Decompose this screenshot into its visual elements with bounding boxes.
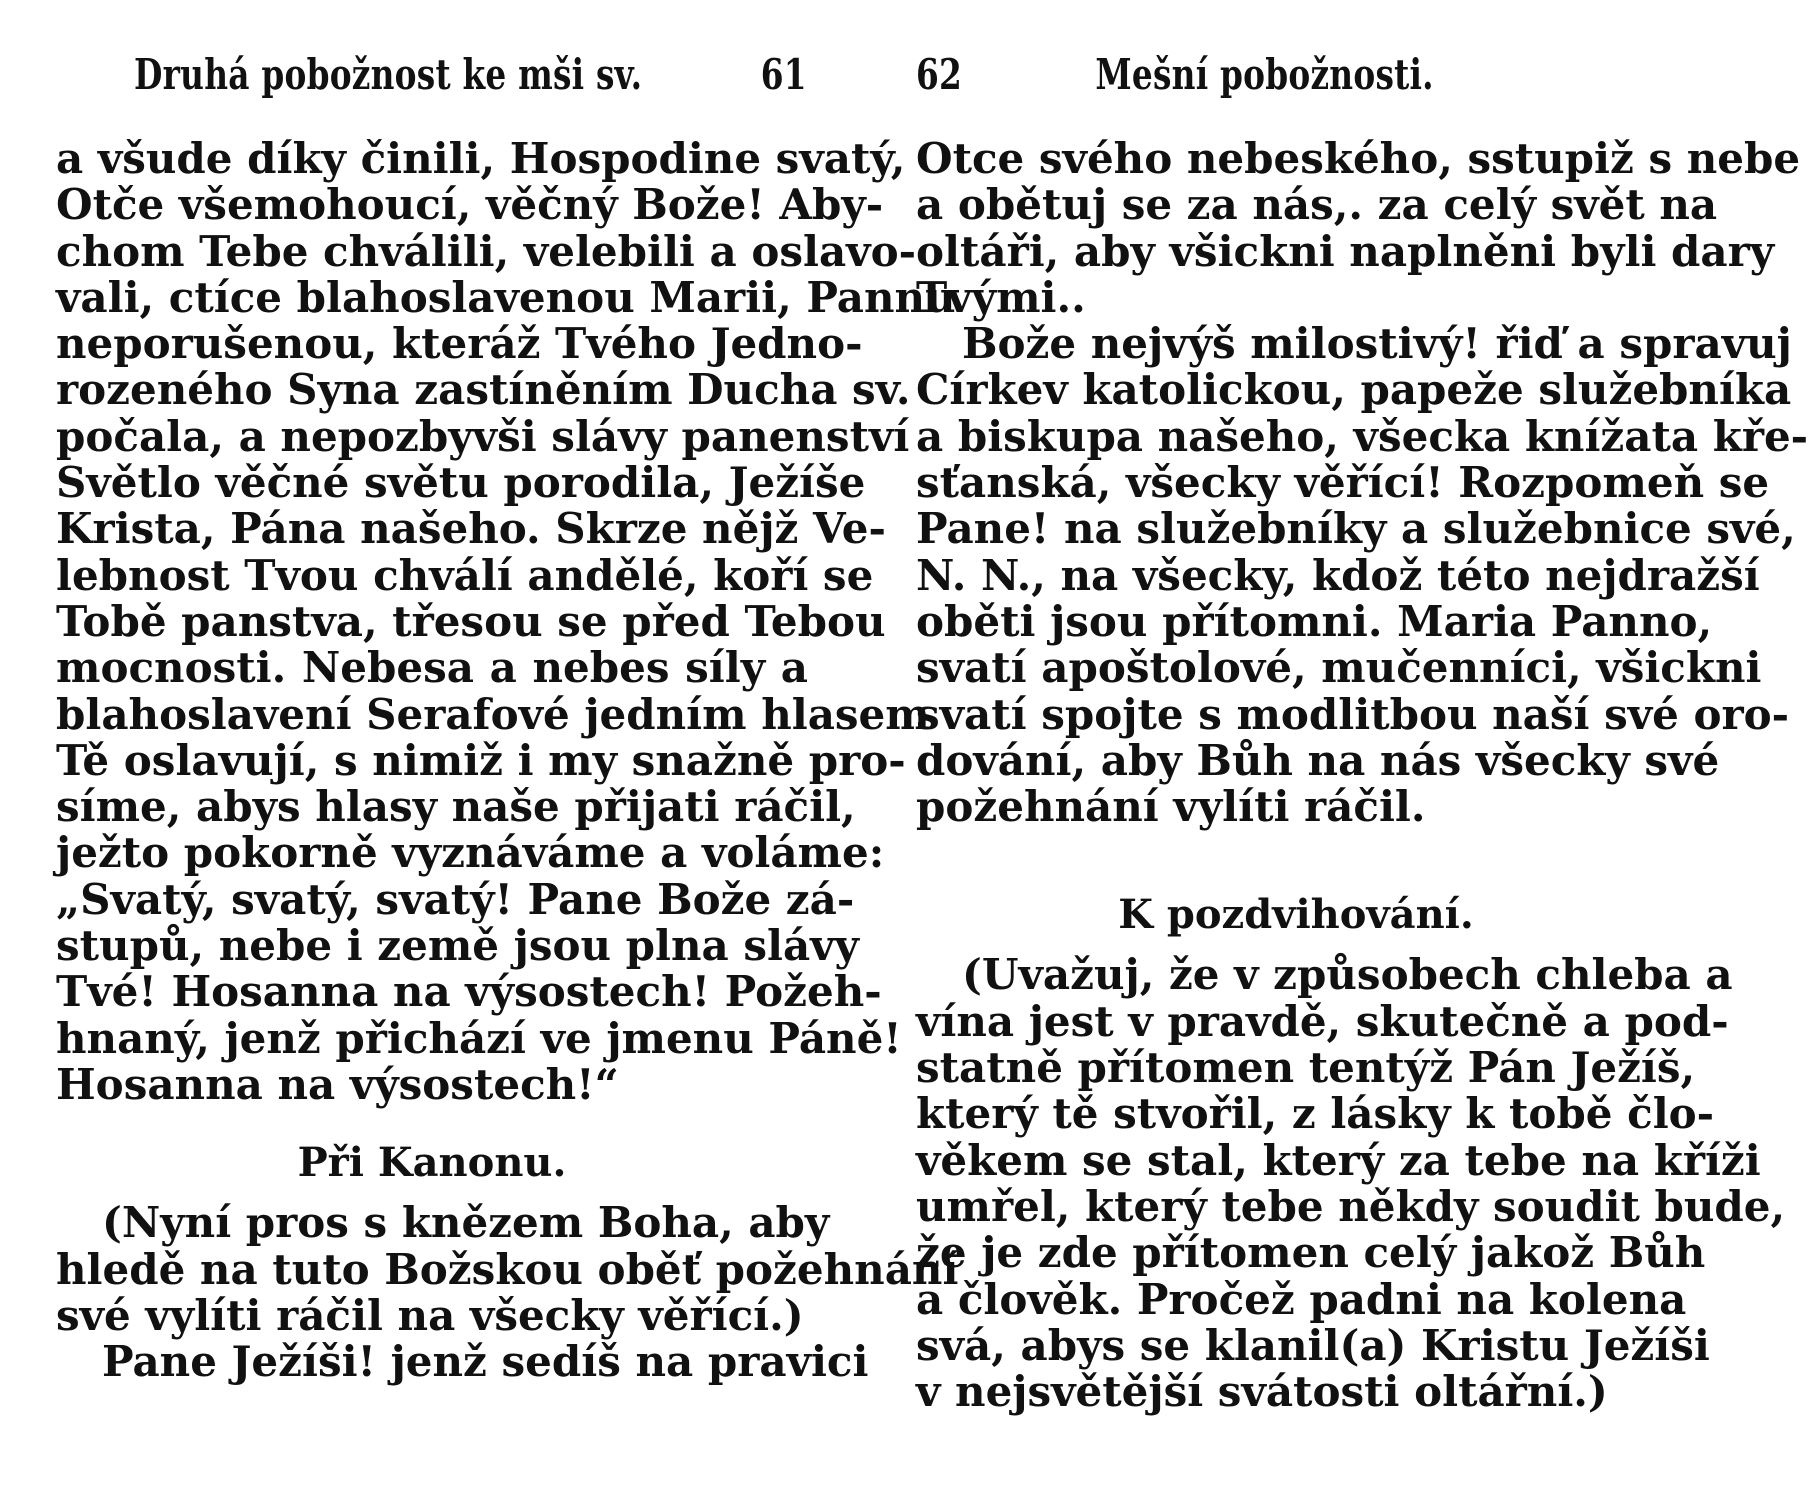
text-line: který tě stvořil, z lásky k tobě člo- — [916, 1089, 1715, 1139]
text-line: Otce svého nebeského, sstupiž s nebe — [916, 134, 1801, 183]
text-line: vína jest v pravdě, skutečně a pod- — [916, 996, 1729, 1046]
text-line: Bože nejvýš milostivý! řiď a spravuj — [962, 319, 1792, 369]
text-line: síme, abys hlasy naše přijati ráčil, — [56, 782, 856, 832]
text-line: stupů, nebe i země jsou plna slávy — [56, 921, 859, 971]
text-line: Pane Ježíši! jenž sedíš na pravici — [102, 1337, 869, 1387]
text-line: chom Tebe chválili, velebili a oslavo- — [56, 226, 917, 276]
right-header-title: Mešní pobožnosti. — [1095, 50, 1434, 99]
text-line: Hosanna na výsostech!“ — [56, 1059, 619, 1109]
text-line: a všude díky činili, Hospodine svatý, — [56, 134, 906, 183]
text-line: svá, abys se klanil(a) Kristu Ježíši — [916, 1320, 1710, 1370]
text-line: dování, aby Bůh na nás všecky své — [916, 735, 1720, 785]
text-line: svatí apoštolové, mučenníci, všickni — [916, 643, 1762, 693]
text-line: mocnosti. Nebesa a nebes síly a — [56, 643, 808, 693]
text-line: Světlo věčné světu porodila, Ježíše — [56, 458, 866, 508]
text-line: sťanská, všecky věřící! Rozpomeň se — [916, 458, 1770, 508]
right-page-body — [916, 134, 1808, 1417]
text-line: „Svatý, svatý, svatý! Pane Bože zá- — [56, 874, 855, 924]
text-line: požehnání vylíti ráčil. — [916, 782, 1426, 832]
text-line: věkem se stal, který za tebe na kříži — [916, 1135, 1761, 1185]
right-page-number: 62 — [916, 50, 963, 99]
text-line: Pane! na služebníky a služebnice své, — [916, 504, 1796, 554]
left-page-header — [56, 50, 807, 100]
text-line: oltáři, aby všickni naplněni byli dary — [916, 226, 1775, 276]
text-line: statně přítomen tentýž Pán Ježíš, — [916, 1043, 1696, 1093]
left-header-title: Druhá pobožnost ke mši sv. — [134, 50, 643, 99]
text-line: oběti jsou přítomni. Maria Panno, — [916, 596, 1713, 646]
text-line: Tobě panstva, třesou se před Tebou — [56, 596, 886, 646]
text-line: svatí spojte s modlitbou naší své oro- — [916, 689, 1790, 739]
text-line: své vylíti ráčil na všecky věřící.) — [56, 1290, 804, 1340]
text-line: vali, ctíce blahoslavenou Marii, Pannu — [56, 272, 956, 322]
text-line: a člověk. Pročež padni na kolena — [916, 1274, 1687, 1324]
left-page-body — [56, 134, 959, 1387]
text-line: a biskupa našeho, všecka knížata kře- — [916, 411, 1808, 461]
text-line: počala, a nepozbyvši slávy panenství — [56, 411, 910, 461]
section-heading-pozdvihovani: K pozdvihování. — [1118, 891, 1474, 939]
text-line: v nejsvětější svátosti oltářní.) — [916, 1367, 1608, 1417]
section-heading-kanon: Při Kanonu. — [297, 1139, 567, 1187]
text-line: (Nyní pros s knězem Boha, aby — [102, 1198, 830, 1248]
text-line: Otče všemohoucí, věčný Bože! Aby- — [56, 180, 884, 230]
text-line: (Uvažuj, že v způsobech chleba a — [962, 950, 1733, 1000]
text-line: umřel, který tebe někdy soudit bude, — [916, 1181, 1786, 1231]
text-line: Krista, Pána našeho. Skrze nějž Ve- — [56, 504, 886, 554]
text-line: Tvé! Hosanna na výsostech! Požeh- — [56, 967, 882, 1017]
text-line: rozeného Syna zastíněním Ducha sv. — [56, 365, 911, 415]
text-line: neporušenou, kteráž Tvého Jedno- — [56, 319, 863, 369]
text-line: ježto pokorně vyznáváme a voláme: — [56, 828, 885, 878]
spacer — [916, 830, 1676, 860]
text-line: a obětuj se za nás,. za celý svět na — [916, 180, 1718, 230]
text-line: hnaný, jenž přichází ve jmenu Páně! — [56, 1013, 902, 1063]
text-line: hledě na tuto Božskou oběť požehnání — [56, 1244, 959, 1294]
right-page — [916, 0, 1808, 1500]
text-line: Tvými.. — [916, 272, 1086, 322]
text-line: lebnost Tvou chválí andělé, koří se — [56, 550, 874, 600]
text-line: Církev katolickou, papeže služebníka — [916, 365, 1792, 415]
left-page-number: 61 — [760, 50, 807, 99]
text-line: Tě oslavují, s nimiž i my snažně pro- — [56, 735, 906, 785]
text-line: N. N., na všecky, kdož této nejdražší — [916, 550, 1760, 600]
right-page-header — [916, 50, 1675, 100]
text-line: blahoslavení Serafové jedním hlasem — [56, 689, 930, 739]
text-line: že je zde přítomen celý jakož Bůh — [916, 1228, 1706, 1278]
